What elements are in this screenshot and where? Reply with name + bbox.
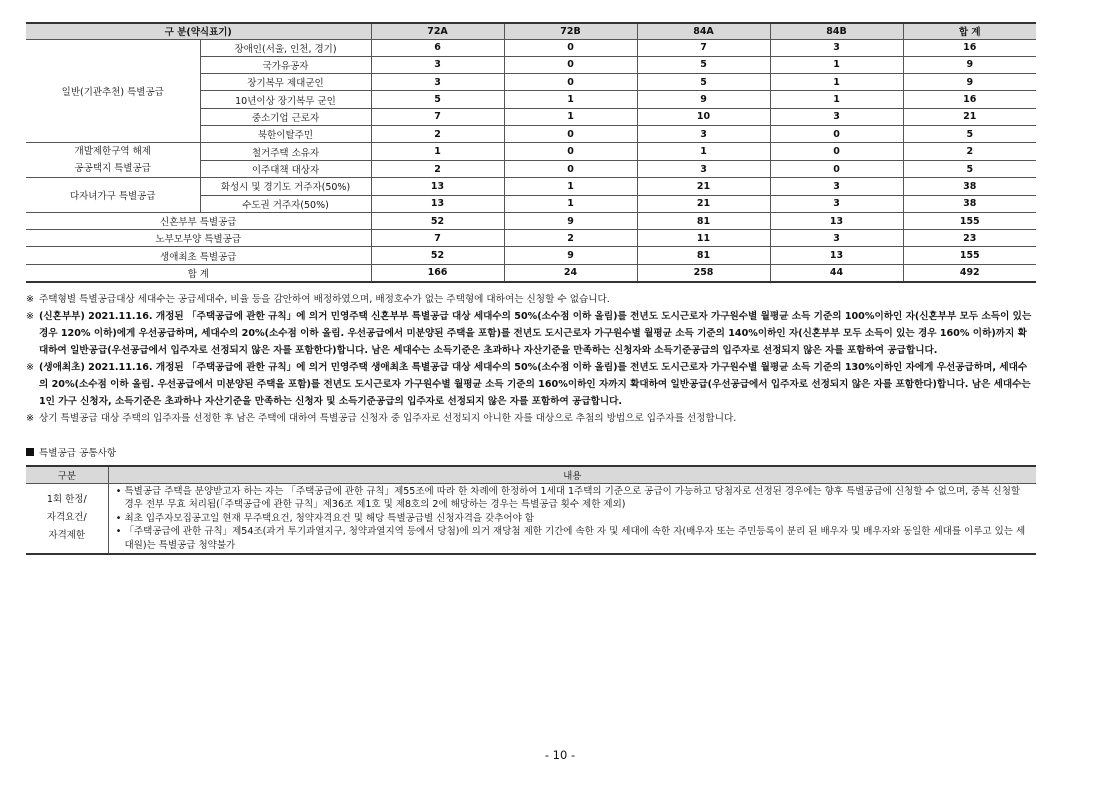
header-category: 구분 [26,466,108,484]
note-remaining [26,410,1036,427]
row-label: 화성시 및 경기도 거주자(50%) [200,178,371,195]
row-label: 생애최초 특별공급 [26,247,371,264]
cell-value: 5 [637,56,770,73]
table-row [26,247,1036,264]
header-72b: 72B [504,23,637,39]
cell-value: 44 [770,264,903,281]
cell-value: 1 [770,56,903,73]
cell-value: 1 [371,143,504,161]
row-label: 수도권 거주자(50%) [200,195,371,212]
table-row [26,39,1036,56]
cell-value: 21 [637,195,770,212]
item-text: 최초 입주자모집공고일 현재 무주택요건, 청약자격요건 및 해당 특별공급별 신청자격을 갖추어야 함 [124,512,534,524]
table-row [26,143,1036,161]
cell-value: 10 [637,108,770,125]
cell-value: 11 [637,230,770,247]
bullet-icon: • [115,526,122,538]
table-row [26,230,1036,247]
list-item [113,512,1033,526]
cell-value: 0 [504,125,637,142]
cell-value: 5 [903,125,1036,142]
cell-value: 166 [371,264,504,281]
row-label: 장기복무 제대군인 [200,74,371,91]
cell-value: 1 [504,91,637,108]
cell-value: 3 [770,108,903,125]
supply-table-header [26,23,1036,39]
row-label: 이주대책 대상자 [200,160,371,178]
cell-value: 9 [504,212,637,229]
cell-value: 0 [770,160,903,178]
note-text: (생애최초) 2021.11.16. 개정된 「주택공급에 관한 규칙」에 의거 민영주택 생애최초 특별공급 대상 세대수의 50%(소수점 이하 올림)를 전년도 도시근로자 가구원수별 월평균 소득 기준의 130%이하인 자에게 우선공급하며, 세대수의 20%(소수점 이하 올림. 우선공급에서 미분양된 주택을 포함)를 전년도 도시근로자 가구원수별 월평균 소득 기준의 160%이하인 자까지 확대하여 일반공급(우선공급에서 입주자로 선정되지 않은 자를 포함한다)합니다. 남은 세대수는 1인 가구 신청자, 소득기준은 초과하나 자산기준을 만족하는 신청자 및 소득기준공급의 입주자로 선정되지 않은 자를 포함하여 공급합니다. [39,361,1031,407]
cell-value: 52 [371,247,504,264]
list-item [113,485,1033,512]
table-row [26,178,1036,195]
bullet-icon: • [115,512,122,524]
category-cell [26,483,108,554]
cell-value: 1 [637,143,770,161]
cell-value: 13 [770,247,903,264]
cell-value: 6 [371,39,504,56]
row-label: 국가유공자 [200,56,371,73]
cell-value: 155 [903,212,1036,229]
cell-value: 2 [504,230,637,247]
cell-value: 1 [770,91,903,108]
cell-value: 5 [637,74,770,91]
cell-value: 38 [903,178,1036,195]
cell-value: 38 [903,195,1036,212]
cell-value: 0 [504,143,637,161]
cell-value: 23 [903,230,1036,247]
cell-value: 3 [770,178,903,195]
cell-value: 24 [504,264,637,281]
group-multi-child: 다자녀가구 특별공급 [26,178,200,213]
note-newlywed [26,308,1036,359]
list-item [113,525,1033,552]
row-label: 철거주택 소유자 [200,143,371,161]
cell-value: 0 [504,160,637,178]
common-section-title [26,445,1036,459]
row-label: 장애인(서울, 인천, 경기) [200,39,371,56]
cell-value: 21 [637,178,770,195]
note-first-time [26,359,1036,410]
common-table-header [26,466,1036,484]
total-label: 합 계 [26,264,371,281]
cell-value: 155 [903,247,1036,264]
note-mark: ※ [26,361,35,373]
cell-value: 0 [770,125,903,142]
cell-value: 9 [504,247,637,264]
category-line: 자격요건/ [46,512,87,524]
cell-value: 3 [770,230,903,247]
cell-value: 9 [637,91,770,108]
header-content: 내용 [108,466,1036,484]
cell-value: 81 [637,247,770,264]
note-mark: ※ [26,412,35,424]
cell-value: 0 [504,39,637,56]
bullet-icon: • [115,485,122,497]
cell-value: 5 [903,160,1036,178]
header-total: 합 계 [903,23,1036,39]
header-84b: 84B [770,23,903,39]
header-category: 구 분(약식표기) [26,23,371,39]
cell-value: 13 [371,178,504,195]
cell-value: 1 [504,108,637,125]
row-label: 중소기업 근로자 [200,108,371,125]
note-mark: ※ [26,293,35,305]
cell-value: 3 [371,74,504,91]
cell-value: 16 [903,39,1036,56]
cell-value: 13 [770,212,903,229]
cell-value: 1 [504,178,637,195]
square-bullet-icon [26,448,34,456]
cell-value: 0 [770,143,903,161]
note-text: (신혼부부) 2021.11.16. 개정된 「주택공급에 관한 규칙」에 의거 민영주택 신혼부부 특별공급 대상 세대수의 50%(소수점 이하 올림)를 전년도 도시근로자 가구원수별 월평균 소득 기준의 100%이하인 자(신혼부부 모두 소득이 있는 경우 120% 이하)에게 우선공급하며, 세대수의 20%(소수점 이하 올림. 우선공급에서 미분양된 주택을 포함)를 전년도 도시근로자 가구원수별 월평균 소득 기준의 140%이하인 자(신혼부부 모두 소득이 있는 경우 160% 이하)까지 확대하여 일반공급(우선공급에서 입주자로 선정되지 않은 자를 포함한다)합니다. 남은 세대수는 소득기준은 초과하나 자산기준을 만족하는 신청자와 소득기준공급의 입주자로 선정되지 않은 자를 포함하여 공급합니다. [39,310,1032,356]
cell-value: 7 [371,230,504,247]
cell-value: 13 [371,195,504,212]
group-general: 일반(기관추천) 특별공급 [26,39,200,143]
item-text: 「주택공급에 관한 규칙」제54조(과거 투기과열지구, 청약과열지역 등에서 당첨)에 의거 재당첨 제한 기간에 속한 자 및 세대에 속한 자(배우자 또는 주민등록이 분리 된 배우자 및 배우자와 동일한 세대를 이루고 있는 세대원)는 특별공급 청약불가 [124,526,1026,551]
cell-value: 7 [371,108,504,125]
page-number: - 10 - [544,748,576,762]
notes [26,291,1036,427]
group-development-restriction: 개발제한구역 해제 공공택지 특별공급 [26,143,200,178]
cell-value: 2 [371,160,504,178]
cell-value: 258 [637,264,770,281]
cell-value: 9 [903,56,1036,73]
table-row [26,483,1036,554]
row-label: 노부모부양 특별공급 [26,230,371,247]
cell-value: 81 [637,212,770,229]
category-line: 자격제한 [48,530,86,542]
cell-value: 492 [903,264,1036,281]
header-84a: 84A [637,23,770,39]
cell-value: 3 [371,56,504,73]
cell-value: 0 [504,56,637,73]
special-supply-table [26,22,1036,283]
section-title-text: 특별공급 공통사항 [39,447,117,459]
cell-value: 16 [903,91,1036,108]
cell-value: 3 [770,39,903,56]
note-text: 상기 특별공급 대상 주택의 입주자를 선정한 후 남은 주택에 대하여 특별공급 신청자 중 입주자로 선정되지 아니한 자를 대상으로 추첨의 방법으로 입주자를 선정합니다. [39,412,737,424]
row-label: 신혼부부 특별공급 [26,212,371,229]
cell-value: 3 [770,195,903,212]
cell-value: 9 [903,74,1036,91]
cell-value: 2 [371,125,504,142]
content-cell [108,483,1036,554]
table-row [26,212,1036,229]
total-row [26,264,1036,281]
note-allocation [26,291,1036,308]
page-content [26,22,1036,555]
cell-value: 3 [637,160,770,178]
category-line: 1회 한정/ [46,494,87,506]
header-72a: 72A [371,23,504,39]
row-label: 북한이탈주민 [200,125,371,142]
cell-value: 21 [903,108,1036,125]
common-matters-table [26,465,1036,556]
cell-value: 1 [504,195,637,212]
note-mark: ※ [26,310,35,322]
note-text: 주택형별 특별공급대상 세대수는 공급세대수, 비율 등을 감안하여 배정하였으며, 배정호수가 없는 주택형에 대하여는 신청할 수 없습니다. [39,293,610,305]
cell-value: 2 [903,143,1036,161]
item-text: 특별공급 주택을 분양받고자 하는 자는 「주택공급에 관한 규칙」제55조에 따라 한 차례에 한정하여 1세대 1주택의 기준으로 공급이 가능하고 당첨자로 선정된 경우에는 향후 특별공급에 신청할 수 없으며, 중복 신청할 경우 전부 무효 처리됨(「주택공급에 관한 규칙」제36조 제1호 및 제8호의 2에 해당하는 경우는 특별공급 횟수 제한 제외) [124,485,1021,511]
cell-value: 1 [770,74,903,91]
row-label: 10년이상 장기복무 군인 [200,91,371,108]
cell-value: 0 [504,74,637,91]
cell-value: 5 [371,91,504,108]
cell-value: 3 [637,125,770,142]
cell-value: 52 [371,212,504,229]
cell-value: 7 [637,39,770,56]
